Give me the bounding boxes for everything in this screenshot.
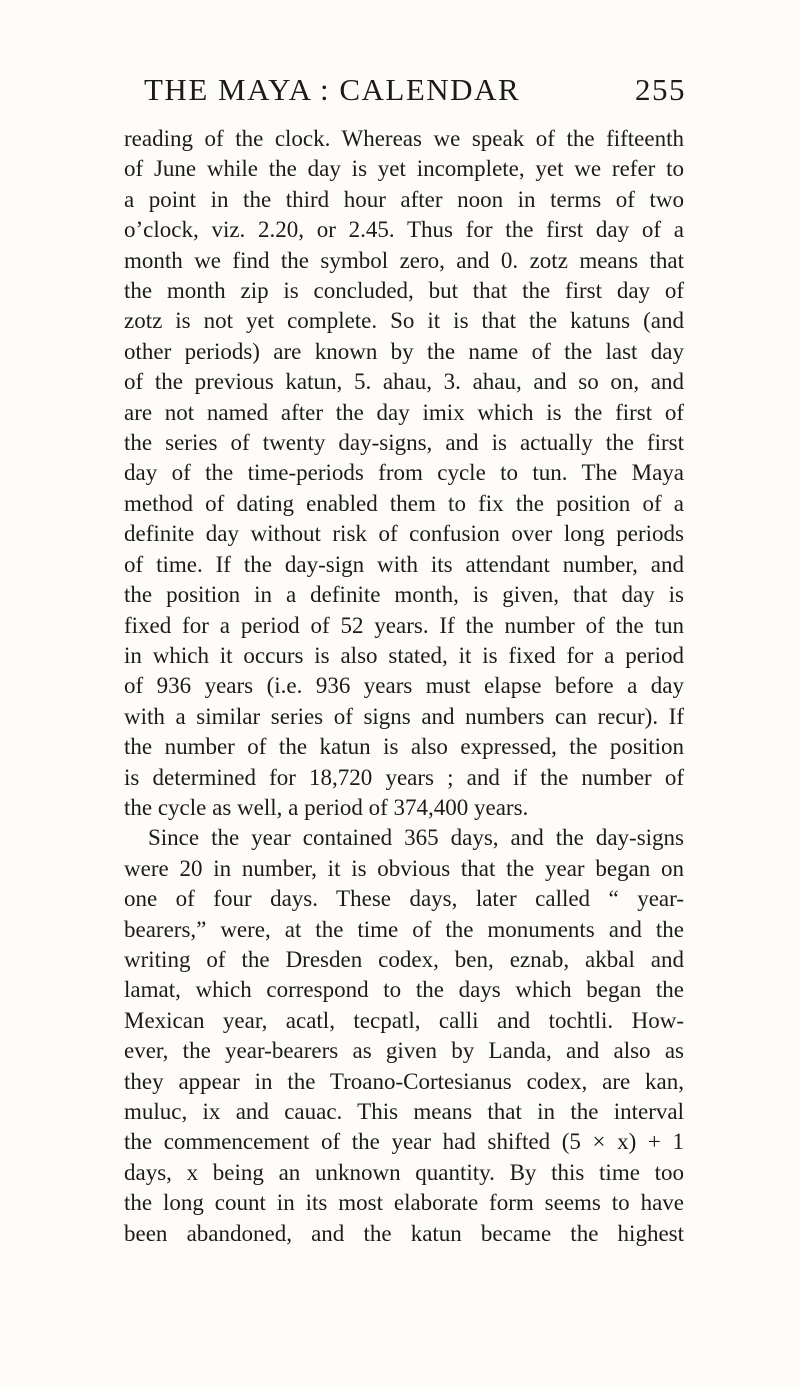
text-line: with a similar series of signs and numbers can recur). If <box>124 703 684 729</box>
text-line: they appear in the Troano-Cortesianus codex, are kan, <box>124 1068 684 1094</box>
text-line: month we find the symbol zero, and 0. zotz means that <box>124 247 684 273</box>
text-line: the long count in its most elaborate form seems to have <box>124 1190 684 1216</box>
text-line: is determined for 18,720 years ; and if the number of <box>124 764 684 790</box>
text-line: a point in the third hour after noon in terms of two <box>124 186 684 212</box>
text-line: reading of the clock. Whereas we speak of the fifteenth <box>124 126 684 151</box>
text-line: ever, the year-bearers as given by Landa, and also as <box>124 1038 684 1064</box>
paragraph-end-line: the cycle as well, a period of 374,400 years. <box>124 794 529 820</box>
text-line: of the previous katun, 5. ahau, 3. ahau, and so on, and <box>124 369 684 395</box>
text-line: fixed for a period of 52 years. If the number of the tun <box>124 612 684 638</box>
page-number: 255 <box>635 72 686 107</box>
text-line: writing of the Dresden codex, ben, eznab, akbal and <box>124 946 684 972</box>
text-line: Mexican year, acatl, tecpatl, calli and tochtli. How- <box>124 1007 684 1033</box>
running-head <box>138 72 686 112</box>
text-line: muluc, ix and cauac. This means that in the interval <box>124 1099 684 1124</box>
text-line: been abandoned, and the katun became the highest <box>124 1220 684 1246</box>
text-line: other periods) are known by the name of the last day <box>124 338 684 364</box>
text-line: the number of the katun is also expressed, the position <box>124 734 684 760</box>
text-line: are not named after the day imix which is the first of <box>124 399 684 425</box>
text-line: days, x being an unknown quantity. By this time too <box>124 1159 684 1185</box>
text-line: definite day without risk of confusion over long periods <box>124 521 684 547</box>
text-line: the month zip is concluded, but that the first day of <box>124 278 684 304</box>
text-line: were 20 in number, it is obvious that the year began on <box>124 855 684 881</box>
text-line: bearers,” were, at the time of the monuments and the <box>124 916 684 942</box>
text-line: one of four days. These days, later called “ year- <box>124 886 684 912</box>
text-line: of time. If the day-sign with its attendant number, and <box>124 551 684 577</box>
text-line: day of the time-periods from cycle to tun. The Maya <box>124 460 684 486</box>
text-line: the position in a definite month, is given, that day is <box>124 582 684 608</box>
text-line: o’clock, viz. 2.20, or 2.45. Thus for the first day of a <box>124 217 684 243</box>
text-line: the series of twenty day-signs, and is actually the first <box>124 430 684 456</box>
text-line: method of dating enabled them to fix the position of a <box>124 490 684 516</box>
text-line: the commencement of the year had shifted (5 × x) + 1 <box>124 1129 684 1155</box>
text-line: in which it occurs is also stated, it is fixed for a period <box>124 642 684 668</box>
text-line: of 936 years (i.e. 936 years must elapse before a day <box>124 673 684 699</box>
text-line: zotz is not yet complete. So it is that the katuns (and <box>124 308 684 334</box>
paragraph-start-line: Since the year contained 365 days, and the day-signs <box>148 825 684 851</box>
body-text <box>124 124 684 1249</box>
running-title: THE MAYA : CALENDAR <box>144 72 521 107</box>
text-line: lamat, which correspond to the days which began the <box>124 977 684 1003</box>
text-line: of June while the day is yet incomplete, yet we refer to <box>124 156 684 182</box>
